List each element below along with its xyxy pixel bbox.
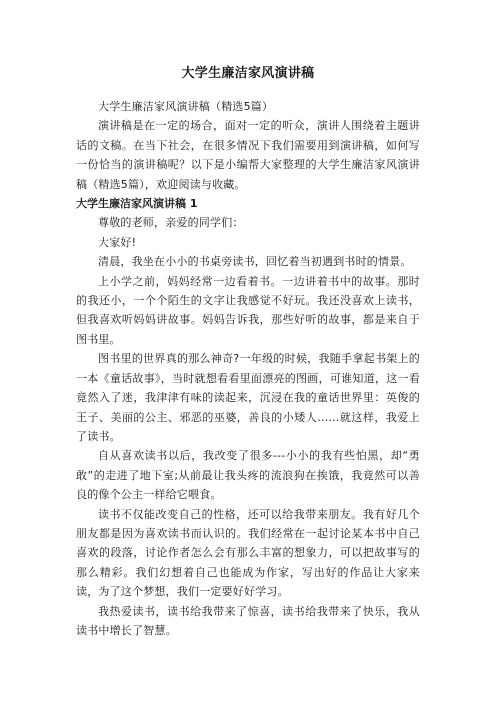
paragraph-picture-book: 图书里的世界真的那么神奇?一年级的时候，我随手拿起书架上的一本《童话故事》，当时就想看看里面漂亮的图画，可谁知道，这一看竟然入了迷，我津津有味的读起来，沉浸在我的童话世界里：英俊的王子、美丽的公主、邪恶的巫婆，善良的小矮人……就这样，我爱上了读书。 xyxy=(76,352,420,443)
paragraph-friends: 读书不仅能改变自己的性格，还可以给我带来朋友。我有好几个朋友都是因为喜欢读书而认识的。我们经常在一起讨论某本书中自己喜欢的段落，讨论作者怎么会有那么丰富的想象力，可以把故事写的那么精彩。我们幻想着自己也能成为作家，写出好的作品让大家来读，为了这个梦想，我们一定要好好学习。 xyxy=(76,507,420,599)
document-title: 大学生廉洁家风演讲稿 xyxy=(181,66,315,81)
section-heading: 大学生廉洁家风演讲稿 1 xyxy=(76,197,198,211)
paragraph-before-school: 上小学之前，妈妈经常一边看着书。一边讲着书中的故事。那时的我还小，一个个陌生的文字让我感觉不好玩。我还没喜欢上读书，但我喜欢听妈妈讲故事。妈妈告诉我，那些好听的故事，都是来自于图书里。 xyxy=(76,274,420,346)
paragraph-morning: 清晨，我坐在小小的书桌旁读书，回忆着当初遇到书时的情景。 xyxy=(98,255,412,269)
paragraph-subtitle: 大学生廉洁家风演讲稿（精选5篇） xyxy=(98,100,274,113)
paragraph-change: 自从喜欢读书以后，我改变了很多---小小的我有些怕黑，却“勇敢”的走进了地下室;从前最让我头疼的流浪狗在挨饿，我竟然可以善良的像个公主一样给它喂食。 xyxy=(76,449,420,502)
paragraph-love-reading: 我热爱读书，读书给我带来了惊喜，读书给我带来了快乐，我从读书中增长了智慧。 xyxy=(76,604,420,637)
paragraph-intro: 演讲稿是在一定的场合，面对一定的听众，演讲人围绕着主题讲话的文稿。在当下社会，在很多情况下我们需要用到演讲稿，如何写一份恰当的演讲稿呢？以下是小编帮大家整理的大学生廉洁家风演讲稿（精选5篇），欢迎阅读与收藏。 xyxy=(76,119,420,191)
paragraph-greeting: 尊敬的老师，亲爱的同学们： xyxy=(98,216,244,230)
paragraph-hello: 大家好! xyxy=(98,235,137,249)
